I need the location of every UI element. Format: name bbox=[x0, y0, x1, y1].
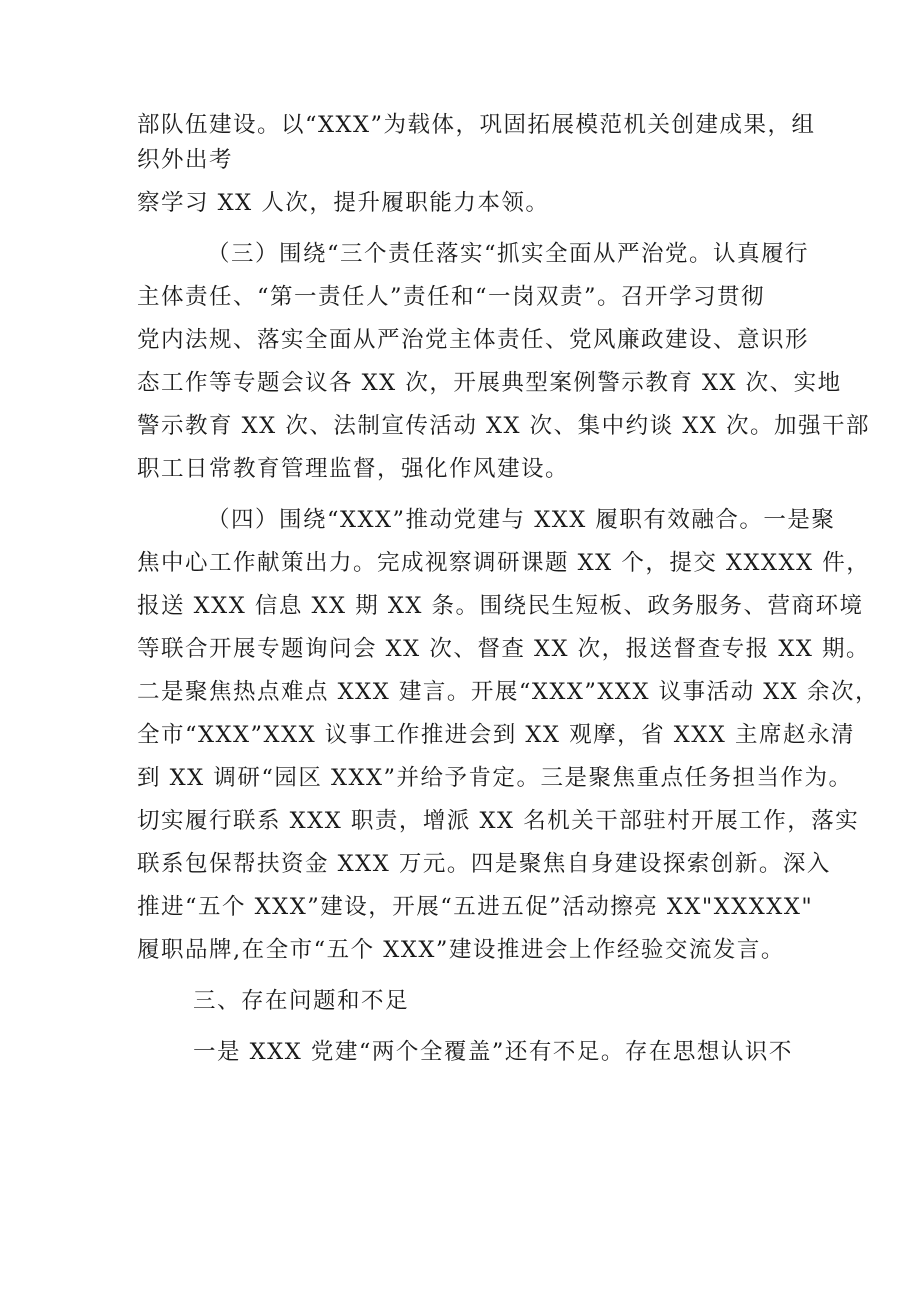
section-heading-problems bbox=[137, 984, 797, 1019]
text-line: （四）围绕“XXX”推动党建与 XXX 履职有效融合。一是聚 bbox=[207, 507, 836, 533]
text-line: 一是 XXX 党建“两个全覆盖”还有不足。存在思想认识不 bbox=[193, 1039, 793, 1065]
text-line: 到 XX 调研“园区 XXX”并给予肯定。三是聚焦重点任务担当作为。 bbox=[137, 765, 853, 791]
paragraph-team-building bbox=[137, 108, 816, 221]
text-line: 职工日常教育管理监督，强化作风建设。 bbox=[137, 456, 570, 482]
text-line: 织外出考 bbox=[137, 147, 234, 173]
text-line: 党内法规、落实全面从严治党主体责任、党风廉政建设、意识形 bbox=[137, 327, 810, 353]
text-line: 察学习 XX 人次，提升履职能力本领。 bbox=[137, 190, 550, 216]
text-line: 二是聚焦热点难点 XXX 建言。开展“XXX”XXX 议事活动 XX 余次， bbox=[137, 679, 879, 705]
text-line: 全市“XXX”XXX 议事工作推进会到 XX 观摩，省 XXX 主席赵永清 bbox=[137, 722, 855, 748]
text-line: 履职品牌,在全市“五个 XXX”建设推进会上作经验交流发言。 bbox=[137, 937, 785, 963]
paragraph-three-responsibilities bbox=[137, 237, 871, 487]
text-line: 报送 XXX 信息 XX 期 XX 条。围绕民生短板、政务服务、营商环境 bbox=[137, 593, 864, 619]
text-line: （三）围绕“三个责任落实“抓实全面从严治党。认真履行 bbox=[207, 241, 810, 267]
text-line: 态工作等专题会议各 XX 次，开展典型案例警示教育 XX 次、实地 bbox=[137, 370, 842, 396]
text-line: 联系包保帮扶资金 XXX 万元。四是聚焦自身建设探索创新。深入 bbox=[137, 851, 831, 877]
text-line: 推进“五个 XXX”建设，开展“五进五促”活动擦亮 XX"XXXXX" bbox=[137, 894, 814, 920]
section-heading: 三、存在问题和不足 bbox=[193, 988, 410, 1014]
text-line: 切实履行联系 XXX 职责，增派 XX 名机关干部驻村开展工作，落实 bbox=[137, 808, 860, 834]
text-line: 警示教育 XX 次、法制宣传活动 XX 次、集中约谈 XX 次。加强干部 bbox=[137, 413, 871, 439]
text-line: 焦中心工作献策出力。完成视察调研课题 XX 个，提交 XXXXX 件， bbox=[137, 550, 871, 576]
text-line: 部队伍建设。以“XXX”为载体，巩固拓展模范机关创建成果，组 bbox=[137, 112, 816, 138]
text-line: 等联合开展专题询问会 XX 次、督查 XX 次，报送督查专报 XX 期。 bbox=[137, 636, 871, 662]
text-line: 主体责任、“第一责任人”责任和“一岗双责”。召开学习贯彻 bbox=[137, 284, 766, 310]
paragraph-shortcomings bbox=[137, 1035, 797, 1070]
paragraph-integration bbox=[137, 503, 879, 968]
document-body bbox=[137, 108, 879, 1070]
